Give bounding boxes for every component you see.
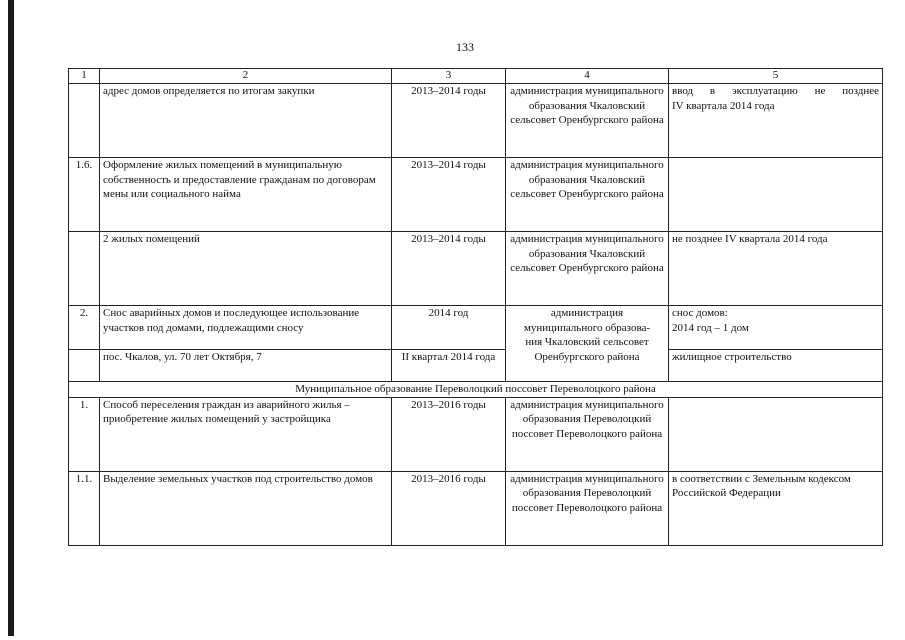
row-period: 2013–2014 годы <box>392 158 506 232</box>
row-number: 1.1. <box>69 471 100 545</box>
row-number <box>69 232 100 306</box>
header-col-5: 5 <box>669 69 883 84</box>
row-description: пос. Чкалов, ул. 70 лет Октября, 7 <box>100 350 392 382</box>
row-number: 1.6. <box>69 158 100 232</box>
row-result <box>669 158 883 232</box>
row-result <box>669 84 883 158</box>
header-col-3: 3 <box>392 69 506 84</box>
row-executor: администрация муниципального образования Чкаловский сельсовет Оренбургского района <box>506 232 669 306</box>
row-period: II квартал 2014 года <box>392 350 506 382</box>
table-row <box>69 397 883 471</box>
row-executor-line: муниципального образова- <box>523 321 651 334</box>
row-description: Оформление жилых помещений в муниципальную собственность и предоставление гражданам по договорам мены или социального найма <box>100 158 392 232</box>
row-period: 2013–2014 годы <box>392 84 506 158</box>
table-row <box>69 232 883 306</box>
row-result-line: снос домов: <box>672 307 728 319</box>
row-period: 2014 год <box>392 306 506 350</box>
row-result: жилищное строительство <box>669 350 883 382</box>
section-title: Муниципальное образование Переволоцкий поссовет Переволоцкого района <box>69 382 883 398</box>
table-row <box>69 471 883 545</box>
row-result <box>669 397 883 471</box>
row-description: Способ переселения граждан из аварийного жилья – приобретение жилых помещений у застройщика <box>100 397 392 471</box>
row-result <box>669 306 883 350</box>
row-executor-line: Оренбургского района <box>534 350 640 363</box>
row-description: Снос аварийных домов и последующее использование участков под домами, подлежащими сносу <box>100 306 392 350</box>
row-result-line: IV квартала 2014 года <box>672 99 775 112</box>
row-executor-line: администрация <box>550 307 624 319</box>
row-executor-line: ния Чкаловский сельсовет <box>525 336 649 349</box>
row-number <box>69 84 100 158</box>
row-executor: администрация муниципального образования Чкаловский сельсовет Оренбургского района <box>506 158 669 232</box>
table-row <box>69 84 883 158</box>
header-col-4: 4 <box>506 69 669 84</box>
table-row <box>69 158 883 232</box>
row-description: 2 жилых помещений <box>100 232 392 306</box>
row-executor: администрация муниципального образования Переволоцкий поссовет Переволоцкого района <box>506 471 669 545</box>
row-description: Выделение земельных участков под строительство домов <box>100 471 392 545</box>
table-row <box>69 306 883 350</box>
header-col-1: 1 <box>69 69 100 84</box>
row-executor: администрация муниципального образования Переволоцкий поссовет Переволоцкого района <box>506 397 669 471</box>
row-result: не позднее IV квартала 2014 года <box>669 232 883 306</box>
table-row <box>69 350 883 382</box>
row-result: в соответствии с Земельным кодексом Российской Федерации <box>669 471 883 545</box>
section-row <box>69 382 883 398</box>
table-header-row <box>69 69 883 84</box>
row-result-line: 2014 год – 1 дом <box>672 321 749 334</box>
scan-edge-shadow <box>8 0 14 636</box>
row-executor: администрация муниципального образования Чкаловский сельсовет Оренбургского района <box>506 84 669 158</box>
row-number <box>69 350 100 382</box>
row-result-line: ввод в эксплуатацию не позднее <box>672 85 879 97</box>
row-number: 1. <box>69 397 100 471</box>
row-period: 2013–2016 годы <box>392 397 506 471</box>
row-number: 2. <box>69 306 100 350</box>
row-period: 2013–2014 годы <box>392 232 506 306</box>
header-col-2: 2 <box>100 69 392 84</box>
page-number: 133 <box>456 40 474 54</box>
row-executor <box>506 306 669 382</box>
program-table <box>68 68 883 546</box>
row-description: адрес домов определяется по итогам закупки <box>100 84 392 158</box>
row-period: 2013–2016 годы <box>392 471 506 545</box>
